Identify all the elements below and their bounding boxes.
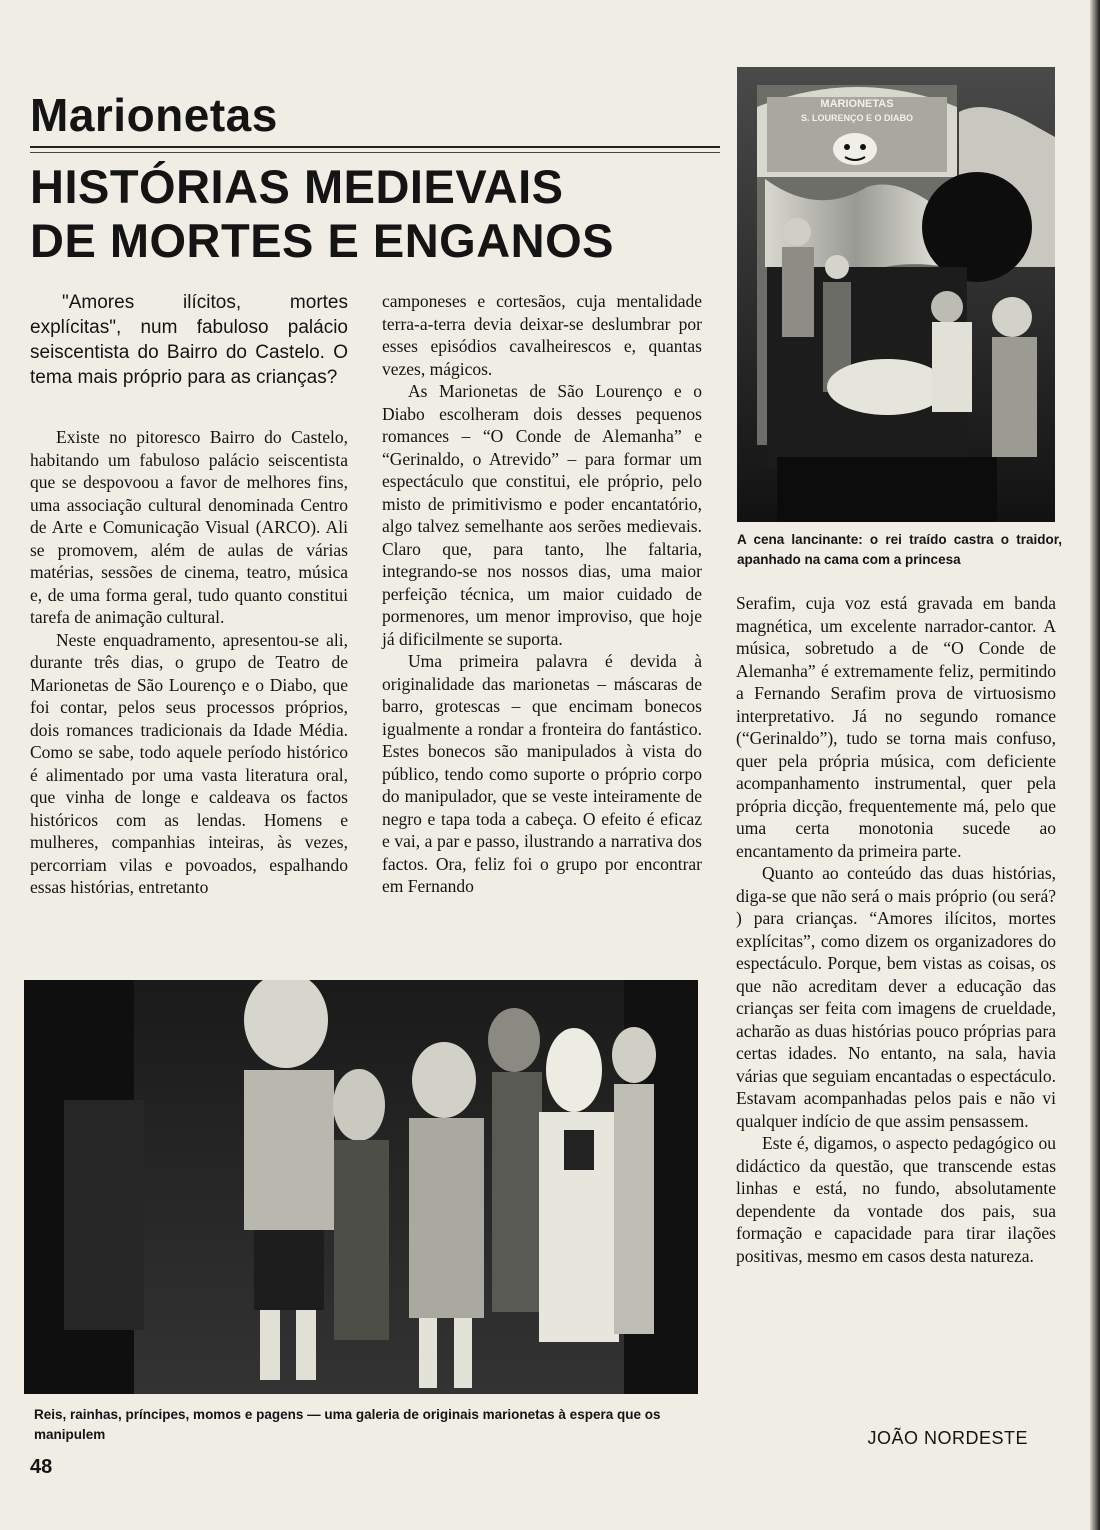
paragraph: Existe no pitoresco Bairro do Castelo, habitando um fabuloso palácio seiscentista que se despovoou a favor de melhores fins, uma associação cultural denominada Centro de Arte e Comunicação Visual (ARCO). Ali se promovem, além de aulas de várias matérias, sessões de cinema, teatro, música e, de uma forma geral, tudo quanto constitui tarefa de animação cultural. (30, 427, 348, 627)
stage-photo (737, 67, 1055, 522)
stage-sign-line-1: MARIONETAS (820, 98, 894, 110)
headline-line-1: HISTÓRIAS MEDIEVAIS (30, 160, 564, 213)
paragraph: Serafim, cuja voz está gravada em banda magnética, um excelente narrador-cantor. A música, sobretudo a de “O Conde de Alemanha” é extremamente feliz, permitindo a Fernando Serafim prova de virtuosismo interpretativo. Já no segundo romance (“Gerinaldo”), tudo se torna mais confuso, quer pela própria música, com deficiente acompanhamento instrumental, quer pela própria dicção, frequentemente má, pelo que uma certa monotonia sucede ao encantamento da primeira parte. (736, 593, 1056, 861)
puppets-photo-image (24, 980, 698, 1394)
section-title: Marionetas (30, 89, 278, 141)
paragraph: Neste enquadramento, apresentou-se ali, durante três dias, o grupo de Teatro de Marionetas de São Lourenço e o Diabo, que foi contar, pelos seus processos próprios, dois romances tradicionais da Idade Média. Como se sabe, todo aquele período histórico é alimentado por uma vasta literatura oral, que vinha de longe e caldeava os factos históricos com as lendas. Homens e mulheres, companhias inteiras, às vezes, percorriam vilas e povoados, espalhando essas histórias, entretanto (30, 629, 348, 897)
headline (30, 160, 614, 268)
paragraph: Uma primeira palavra é devida à originalidade das marionetas – máscaras de barro, grotescas – que encimam bonecos igualmente a rondar a fronteira do fantástico. Estes bonecos são manipulados à vista do público, tendo como suporte o próprio corpo do manipulador, que se veste inteiramente de negro e tapa toda a cabeça. O efeito é eficaz e vai, a par e passo, ilustrando a narrativa dos factos. Ora, feliz foi o grupo por encontrar em Fernando (382, 651, 702, 896)
stage-photo-image (737, 67, 1055, 522)
page-edge (1090, 0, 1100, 1530)
section-rule-thin (30, 152, 720, 153)
stage-photo-caption: A cena lancinante: o rei traído castra o traidor, apanhado na cama com a princesa (737, 532, 1062, 567)
article-column-1 (30, 426, 348, 899)
lede: "Amores ilícitos, mortes explícitas", num fabuloso palácio seiscentista do Bairro do Castelo. O tema mais próprio para as crianças? (30, 292, 348, 388)
paragraph: camponeses e cortesãos, cuja mentalidade terra-a-terra devia deixar-se deslumbrar por esses episódios cavalheirescos e, quantas vezes, mágicos. (382, 291, 702, 379)
section-rule (30, 146, 720, 148)
headline-line-2: DE MORTES E ENGANOS (30, 214, 615, 267)
article-column-3 (736, 592, 1056, 1267)
puppets-photo-caption: Reis, rainhas, príncipes, momos e pagens — uma galeria de originais marionetas à espera que os manipulem (34, 1407, 661, 1442)
page-number: 48 (30, 1456, 53, 1478)
stage-sign-line-2: S. LOURENÇO E O DIABO (800, 113, 914, 123)
byline: JOÃO NORDESTE (867, 1428, 1028, 1448)
puppets-photo (24, 980, 698, 1394)
paragraph: Este é, digamos, o aspecto pedagógico ou didáctico da questão, que transcende estas linhas e está, no fundo, absolutamente dependente da vontade dos pais, sua formação e capacidade para tirar ilações positivas, mesmo em casos desta natureza. (736, 1133, 1056, 1266)
paragraph: Quanto ao conteúdo das duas histórias, diga-se que não será o mais próprio (ou será? ) para crianças. “Amores ilícitos, mortes explícitas”, como dizem os organizadores do espectáculo. Porque, bem vistas as coisas, os que não acreditam dever a educação das crianças ser feita com imagens de crueldade, acharão as duas histórias pouco próprias para certas idades. No entanto, na sala, havia várias que seguiam encantadas o espectáculo. Estavam acompanhadas pelos pais e não vi qualquer indício de que assim pensassem. (736, 863, 1056, 1131)
paragraph: As Marionetas de São Lourenço e o Diabo escolheram dois desses pequenos romances – “O Conde de Alemanha” e “Gerinaldo, o Atrevido” – para formar um espectáculo que constitui, ele próprio, pelo misto de primitivismo e poder encantatório, algo talvez semelhante aos serões medievais. Claro que, para tanto, lhe faltaria, integrando-se nos nossos dias, uma maior perfeição técnica, um maior cuidado de pormenores, um menor improviso, que hoje já dificilmente se suporta. (382, 381, 702, 649)
article-column-2 (382, 290, 702, 898)
